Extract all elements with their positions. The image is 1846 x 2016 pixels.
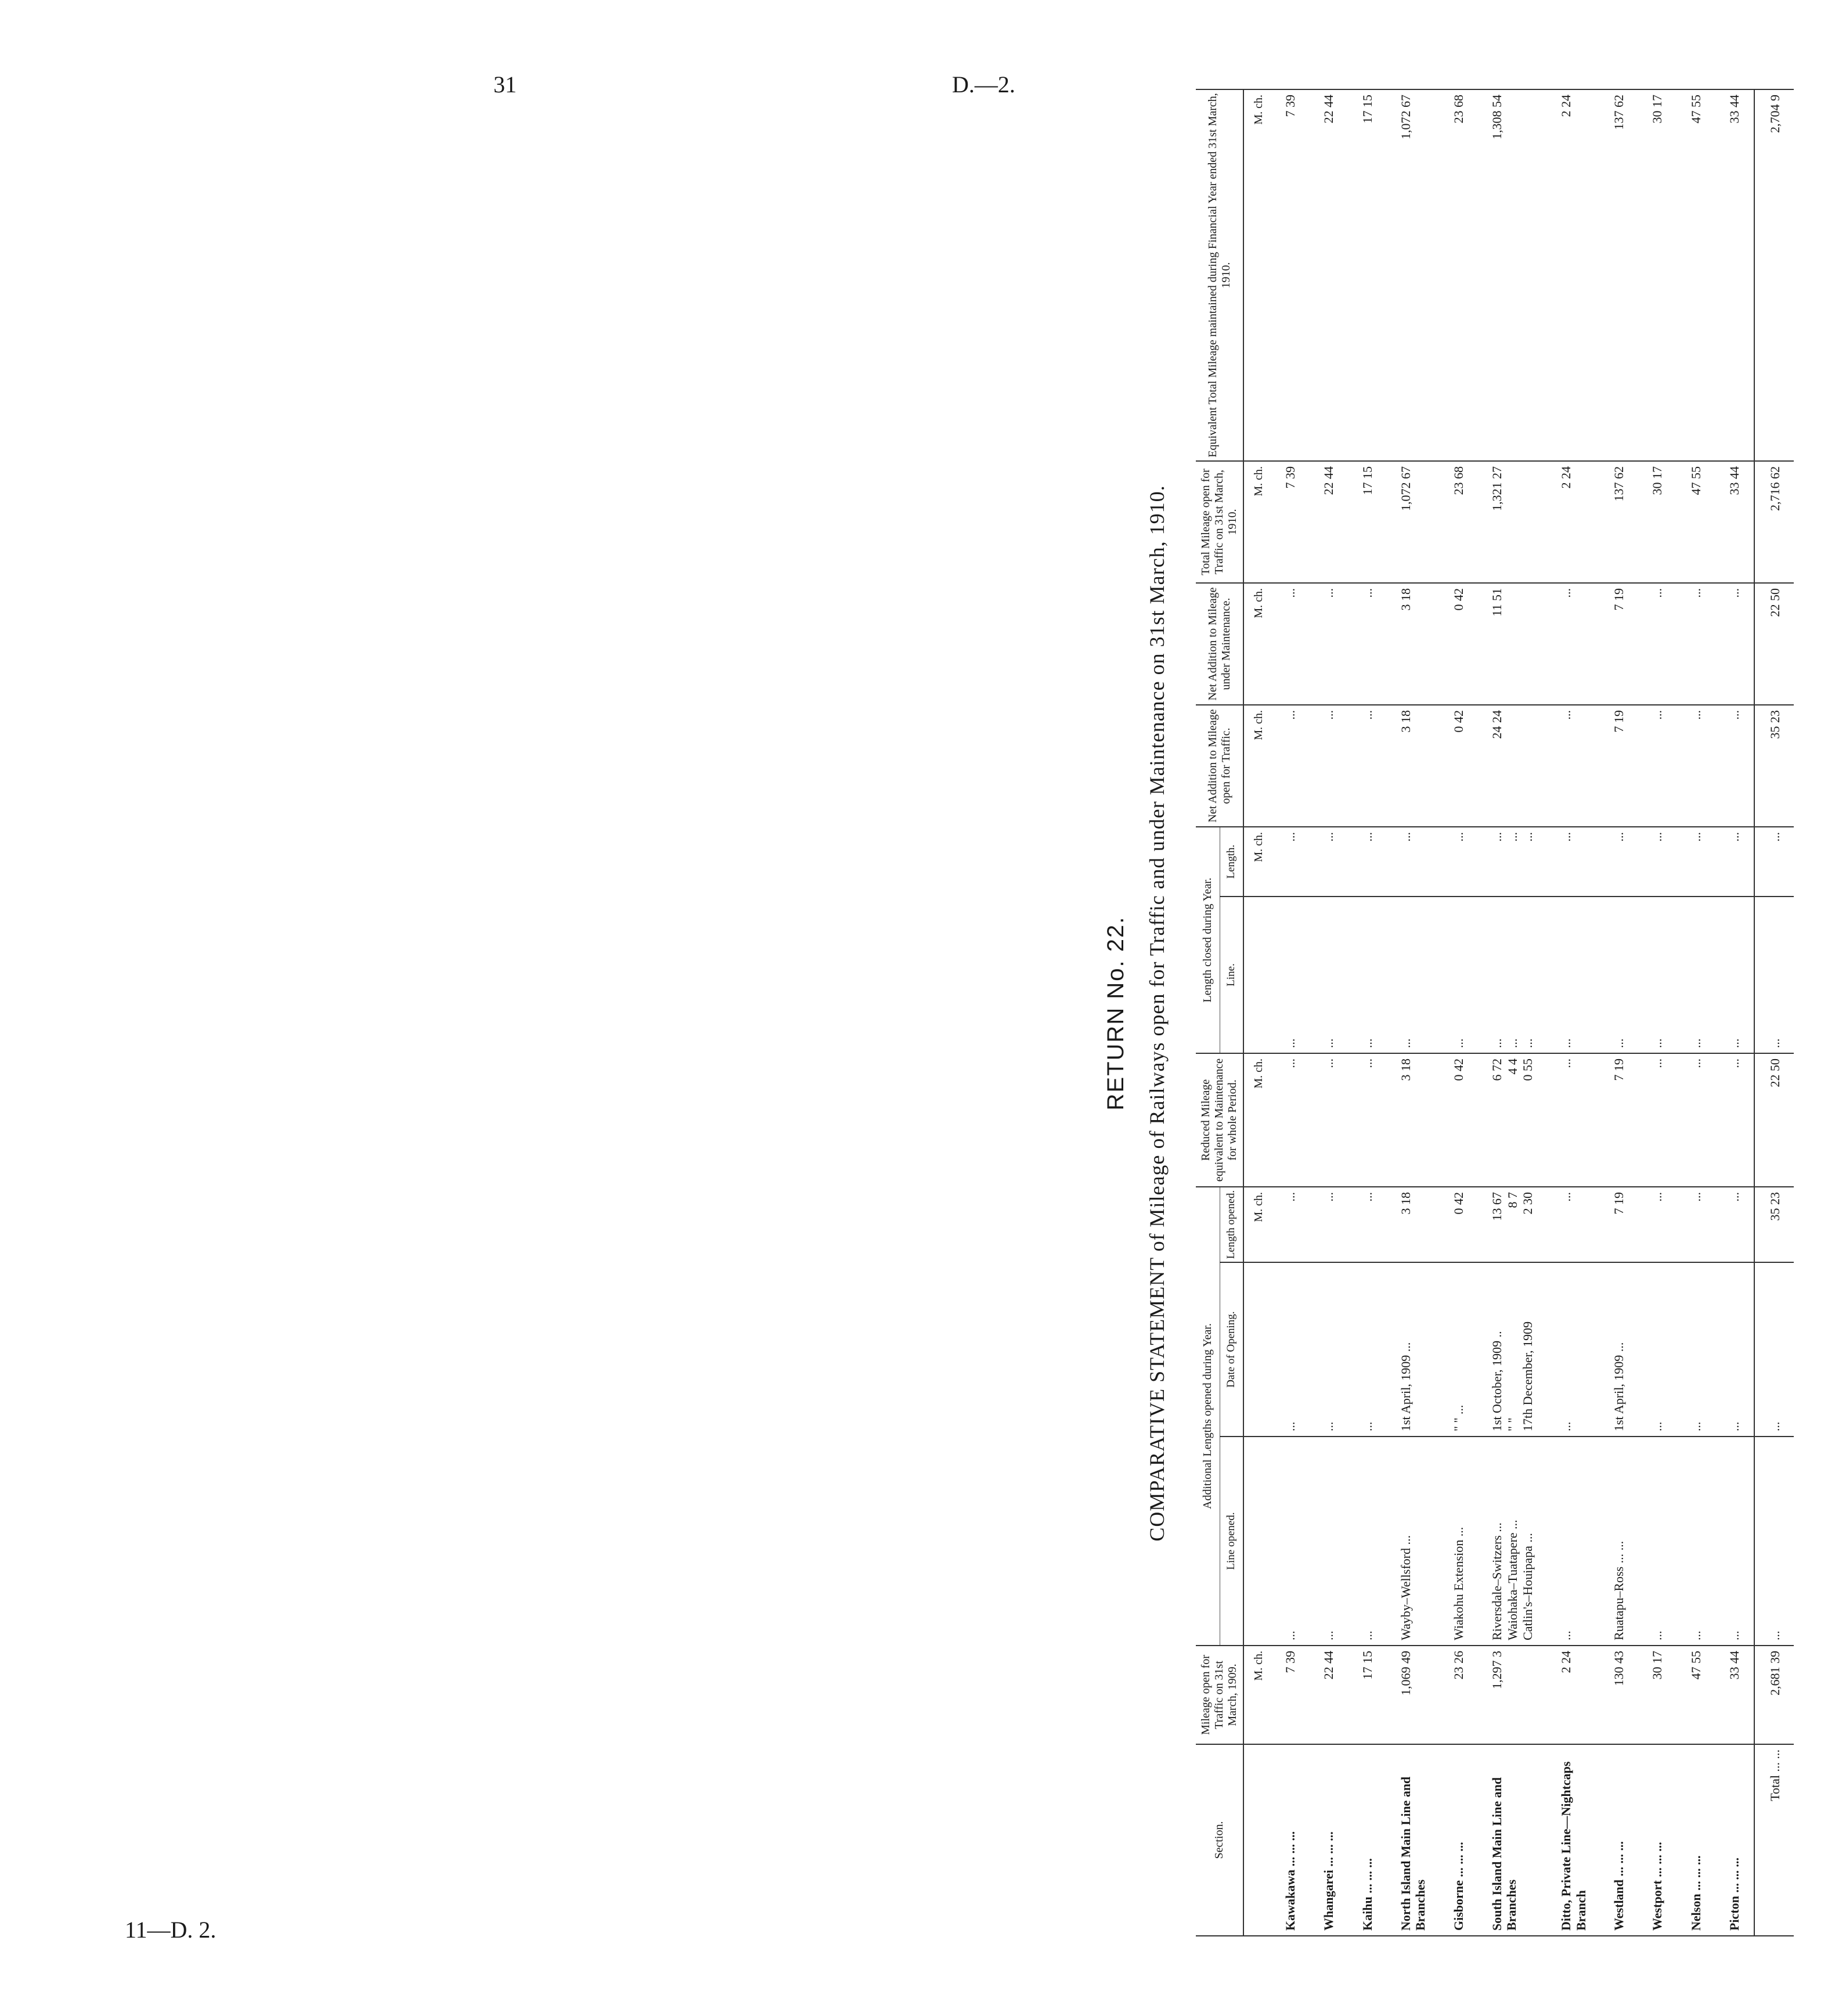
cell-date-of-opening: 1st April, 1909 ... [1600, 1262, 1638, 1437]
cell-section-name: Westland ... ... ... [1600, 1744, 1638, 1936]
cell-equivalent-total: 30 17 [1638, 89, 1676, 461]
cell-net-maintenance: ... [1547, 583, 1600, 705]
cell-closed-length: ... ... ... [1478, 827, 1547, 897]
cell-closed-line: ... [1310, 897, 1348, 1053]
header-closed-line: Line. [1220, 897, 1243, 1053]
cell-total-1910: 22 44 [1310, 461, 1348, 583]
cell-net-traffic: 35 23 [1754, 705, 1793, 827]
return-title: RETURN No. 22. [1103, 916, 1128, 1111]
cell-net-traffic: ... [1677, 705, 1715, 827]
header-closed-lengths: Length closed during Year. [1196, 827, 1220, 1053]
cell-length-opened: 13 67 8 7 2 30 [1478, 1187, 1547, 1262]
table-row [1677, 89, 1715, 1936]
cell-date-of-opening: ... [1677, 1262, 1715, 1437]
cell-total-1910: 137 62 [1600, 461, 1638, 583]
cell-line-opened: ... [1754, 1437, 1793, 1646]
cell-closed-length: ... [1638, 827, 1676, 897]
units-row [1243, 89, 1271, 1936]
cell-section-name: Kawakawa ... ... ... [1271, 1744, 1310, 1936]
cell-total-1910: 2,716 62 [1754, 461, 1793, 583]
cell-total-1910: 7 39 [1271, 461, 1310, 583]
cell-length-opened: ... [1349, 1187, 1387, 1262]
cell-date-of-opening: ... [1715, 1262, 1754, 1437]
header-line-opened: Line opened. [1220, 1437, 1243, 1646]
cell-net-traffic: ... [1638, 705, 1676, 827]
cell-closed-line: ... [1754, 897, 1793, 1053]
units-cell: M. ch. [1243, 1187, 1271, 1262]
header-net-traffic: Net Addition to Mileage open for Traffic. [1196, 705, 1243, 827]
cell-closed-length: ... [1387, 827, 1440, 897]
cell-date-of-opening: 1st April, 1909 ... [1387, 1262, 1440, 1437]
units-cell: M. ch. [1243, 705, 1271, 827]
units-cell: M. ch. [1243, 1646, 1271, 1744]
cell-net-maintenance: 7 19 [1600, 583, 1638, 705]
table-row [1349, 89, 1387, 1936]
cell-closed-line: ... [1349, 897, 1387, 1053]
cell-date-of-opening: ... [1547, 1262, 1600, 1437]
cell-net-maintenance: 0 42 [1440, 583, 1478, 705]
cell-reduced-mileage: ... [1271, 1053, 1310, 1187]
cell-section-name: Gisborne ... ... ... [1440, 1744, 1478, 1936]
cell-total-1910: 23 68 [1440, 461, 1478, 583]
cell-reduced-mileage: ... [1349, 1053, 1387, 1187]
table-row [1715, 89, 1754, 1936]
cell-length-opened: 0 42 [1440, 1187, 1478, 1262]
cell-length-opened: 35 23 [1754, 1187, 1793, 1262]
units-cell: M. ch. [1243, 461, 1271, 583]
cell-date-of-opening: ... [1310, 1262, 1348, 1437]
cell-line-opened: ... [1271, 1437, 1310, 1646]
cell-reduced-mileage: 0 42 [1440, 1053, 1478, 1187]
cell-total-1910: 47 55 [1677, 461, 1715, 583]
footer-reference: 11—D. 2. [125, 1917, 217, 1943]
mileage-table [1196, 89, 1794, 1936]
cell-net-maintenance: ... [1271, 583, 1310, 705]
cell-section-name: Picton ... ... ... [1715, 1744, 1754, 1936]
cell-length-opened: 3 18 [1387, 1187, 1440, 1262]
table-row [1271, 89, 1310, 1936]
table-body [1243, 89, 1794, 1936]
cell-net-traffic: 7 19 [1600, 705, 1638, 827]
cell-section-name: Kaihu ... ... ... [1349, 1744, 1387, 1936]
cell-closed-line: ... [1440, 897, 1478, 1053]
cell-net-traffic: 24 24 [1478, 705, 1547, 827]
cell-reduced-mileage: ... [1547, 1053, 1600, 1187]
cell-mileage-1909: 30 17 [1638, 1646, 1676, 1744]
total-row [1754, 89, 1793, 1936]
cell-equivalent-total: 17 15 [1349, 89, 1387, 461]
cell-closed-length: ... [1349, 827, 1387, 897]
cell-net-traffic: 3 18 [1387, 705, 1440, 827]
header-length-opened: Length opened. [1220, 1187, 1243, 1262]
cell-total-1910: 30 17 [1638, 461, 1676, 583]
cell-section-name: Total ... ... [1754, 1744, 1793, 1936]
header-mileage-1909: Mileage open for Traffic on 31st March, 1909. [1196, 1646, 1243, 1744]
cell-closed-length: ... [1715, 827, 1754, 897]
cell-section-name: North Island Main Line and Branches [1387, 1744, 1440, 1936]
cell-mileage-1909: 17 15 [1349, 1646, 1387, 1744]
table-header [1196, 89, 1243, 1936]
cell-closed-line: ... ... ... [1478, 897, 1547, 1053]
units-cell: M. ch. [1243, 89, 1271, 461]
units-cell-empty [1243, 1437, 1271, 1646]
cell-date-of-opening: " " ... [1440, 1262, 1478, 1437]
cell-reduced-mileage: 3 18 [1387, 1053, 1440, 1187]
cell-mileage-1909: 1,297 3 [1478, 1646, 1547, 1744]
cell-date-of-opening: ... [1638, 1262, 1676, 1437]
cell-section-name: South Island Main Line and Branches [1478, 1744, 1547, 1936]
cell-net-traffic: ... [1547, 705, 1600, 827]
cell-reduced-mileage: ... [1638, 1053, 1676, 1187]
cell-length-opened: ... [1638, 1187, 1676, 1262]
cell-closed-line: ... [1677, 897, 1715, 1053]
cell-line-opened: Wiakohu Extension ... [1440, 1437, 1478, 1646]
cell-mileage-1909: 47 55 [1677, 1646, 1715, 1744]
cell-section-name: Westport ... ... ... [1638, 1744, 1676, 1936]
cell-date-of-opening: ... [1349, 1262, 1387, 1437]
header-section: Section. [1196, 1744, 1243, 1936]
header-date-of-opening: Date of Opening. [1220, 1262, 1243, 1437]
cell-mileage-1909: 33 44 [1715, 1646, 1754, 1744]
cell-net-maintenance: ... [1349, 583, 1387, 705]
header-reduced-mileage: Reduced Mileage equivalent to Maintenance for whole Period. [1196, 1053, 1243, 1187]
rotated-return-block [1103, 90, 1846, 1936]
cell-net-maintenance: 11 51 [1478, 583, 1547, 705]
cell-closed-line: ... [1638, 897, 1676, 1053]
table-row [1547, 89, 1600, 1936]
cell-equivalent-total: 47 55 [1677, 89, 1715, 461]
cell-date-of-opening: 1st October, 1909 .. " " 17th December, 1909 [1478, 1262, 1547, 1437]
cell-closed-length: ... [1271, 827, 1310, 897]
cell-length-opened: ... [1547, 1187, 1600, 1262]
cell-length-opened: 7 19 [1600, 1187, 1638, 1262]
cell-net-maintenance: 22 50 [1754, 583, 1793, 705]
cell-total-1910: 1,321 27 [1478, 461, 1547, 583]
header-additional-lengths: Additional Lengths opened during Year. [1196, 1187, 1220, 1646]
page-number: 31 [493, 71, 517, 98]
units-cell: M. ch. [1243, 583, 1271, 705]
cell-net-traffic: ... [1310, 705, 1348, 827]
units-cell: M. ch. [1243, 827, 1271, 897]
cell-net-traffic: ... [1715, 705, 1754, 827]
cell-mileage-1909: 7 39 [1271, 1646, 1310, 1744]
cell-reduced-mileage: 7 19 [1600, 1053, 1638, 1187]
cell-equivalent-total: 22 44 [1310, 89, 1348, 461]
cell-line-opened: ... [1349, 1437, 1387, 1646]
cell-line-opened: ... [1547, 1437, 1600, 1646]
cell-mileage-1909: 1,069 49 [1387, 1646, 1440, 1744]
cell-reduced-mileage: 22 50 [1754, 1053, 1793, 1187]
cell-total-1910: 33 44 [1715, 461, 1754, 583]
cell-equivalent-total: 137 62 [1600, 89, 1638, 461]
cell-equivalent-total: 1,072 67 [1387, 89, 1440, 461]
cell-closed-line: ... [1387, 897, 1440, 1053]
cell-length-opened: ... [1310, 1187, 1348, 1262]
cell-net-maintenance: 3 18 [1387, 583, 1440, 705]
cell-mileage-1909: 2 24 [1547, 1646, 1600, 1744]
cell-date-of-opening: ... [1271, 1262, 1310, 1437]
cell-section-name: Ditto, Private Line—Nightcaps Branch [1547, 1744, 1600, 1936]
cell-equivalent-total: 23 68 [1440, 89, 1478, 461]
cell-closed-length: ... [1547, 827, 1600, 897]
cell-equivalent-total: 2 24 [1547, 89, 1600, 461]
cell-closed-line: ... [1547, 897, 1600, 1053]
cell-equivalent-total: 33 44 [1715, 89, 1754, 461]
cell-equivalent-total: 2,704 9 [1754, 89, 1793, 461]
cell-closed-length: ... [1440, 827, 1478, 897]
statement-title: COMPARATIVE STATEMENT of Mileage of Railways open for Traffic and under Maintenance on 31st March, 1910. [1145, 485, 1169, 1542]
cell-equivalent-total: 7 39 [1271, 89, 1310, 461]
table-row [1440, 89, 1478, 1936]
cell-total-1910: 2 24 [1547, 461, 1600, 583]
cell-reduced-mileage: ... [1677, 1053, 1715, 1187]
cell-reduced-mileage: ... [1310, 1053, 1348, 1187]
table-row [1310, 89, 1348, 1936]
cell-total-1910: 17 15 [1349, 461, 1387, 583]
cell-line-opened: Riversdale–Switzers ... Waiohaka–Tuatapere ... Catlin's–Houipapa ... [1478, 1437, 1547, 1646]
cell-total-1910: 1,072 67 [1387, 461, 1440, 583]
cell-closed-length: ... [1310, 827, 1348, 897]
cell-closed-length: ... [1600, 827, 1638, 897]
cell-line-opened: ... [1677, 1437, 1715, 1646]
cell-net-traffic: ... [1349, 705, 1387, 827]
cell-line-opened: ... [1310, 1437, 1348, 1646]
cell-net-traffic: 0 42 [1440, 705, 1478, 827]
cell-net-maintenance: ... [1310, 583, 1348, 705]
cell-mileage-1909: 23 26 [1440, 1646, 1478, 1744]
table-row [1638, 89, 1676, 1936]
units-cell-empty [1243, 1744, 1271, 1936]
cell-date-of-opening: ... [1754, 1262, 1793, 1437]
cell-line-opened: ... [1638, 1437, 1676, 1646]
cell-net-maintenance: ... [1638, 583, 1676, 705]
cell-closed-line: ... [1600, 897, 1638, 1053]
cell-net-traffic: ... [1271, 705, 1310, 827]
cell-length-opened: ... [1271, 1187, 1310, 1262]
cell-net-maintenance: ... [1677, 583, 1715, 705]
cell-closed-line: ... [1271, 897, 1310, 1053]
units-cell: M. ch. [1243, 1053, 1271, 1187]
header-total-1910: Total Mileage open for Traffic on 31st March, 1910. [1196, 461, 1243, 583]
cell-closed-length: ... [1754, 827, 1793, 897]
cell-closed-line: ... [1715, 897, 1754, 1053]
cell-mileage-1909: 2,681 39 [1754, 1646, 1793, 1744]
cell-mileage-1909: 130 43 [1600, 1646, 1638, 1744]
header-equivalent-total: Equivalent Total Mileage maintained during Financial Year ended 31st March, 1910. [1196, 89, 1243, 461]
cell-line-opened: ... [1715, 1437, 1754, 1646]
header-closed-length: Length. [1220, 827, 1243, 897]
units-cell-empty [1243, 1262, 1271, 1437]
header-net-maintenance: Net Addition to Mileage under Maintenance. [1196, 583, 1243, 705]
cell-length-opened: ... [1677, 1187, 1715, 1262]
cell-net-maintenance: ... [1715, 583, 1754, 705]
table-row [1600, 89, 1638, 1936]
cell-length-opened: ... [1715, 1187, 1754, 1262]
units-cell-empty [1243, 897, 1271, 1053]
document-reference: D.—2. [952, 71, 1015, 98]
cell-mileage-1909: 22 44 [1310, 1646, 1348, 1744]
table-row [1387, 89, 1440, 1936]
cell-equivalent-total: 1,308 54 [1478, 89, 1547, 461]
cell-section-name: Nelson ... ... ... [1677, 1744, 1715, 1936]
cell-section-name: Whangarei ... ... ... [1310, 1744, 1348, 1936]
cell-line-opened: Ruatapu–Ross ... ... [1600, 1437, 1638, 1646]
cell-reduced-mileage: 6 72 4 4 0 55 [1478, 1053, 1547, 1187]
table-row [1478, 89, 1547, 1936]
cell-line-opened: Wayby–Wellsford ... [1387, 1437, 1440, 1646]
cell-closed-length: ... [1677, 827, 1715, 897]
cell-reduced-mileage: ... [1715, 1053, 1754, 1187]
